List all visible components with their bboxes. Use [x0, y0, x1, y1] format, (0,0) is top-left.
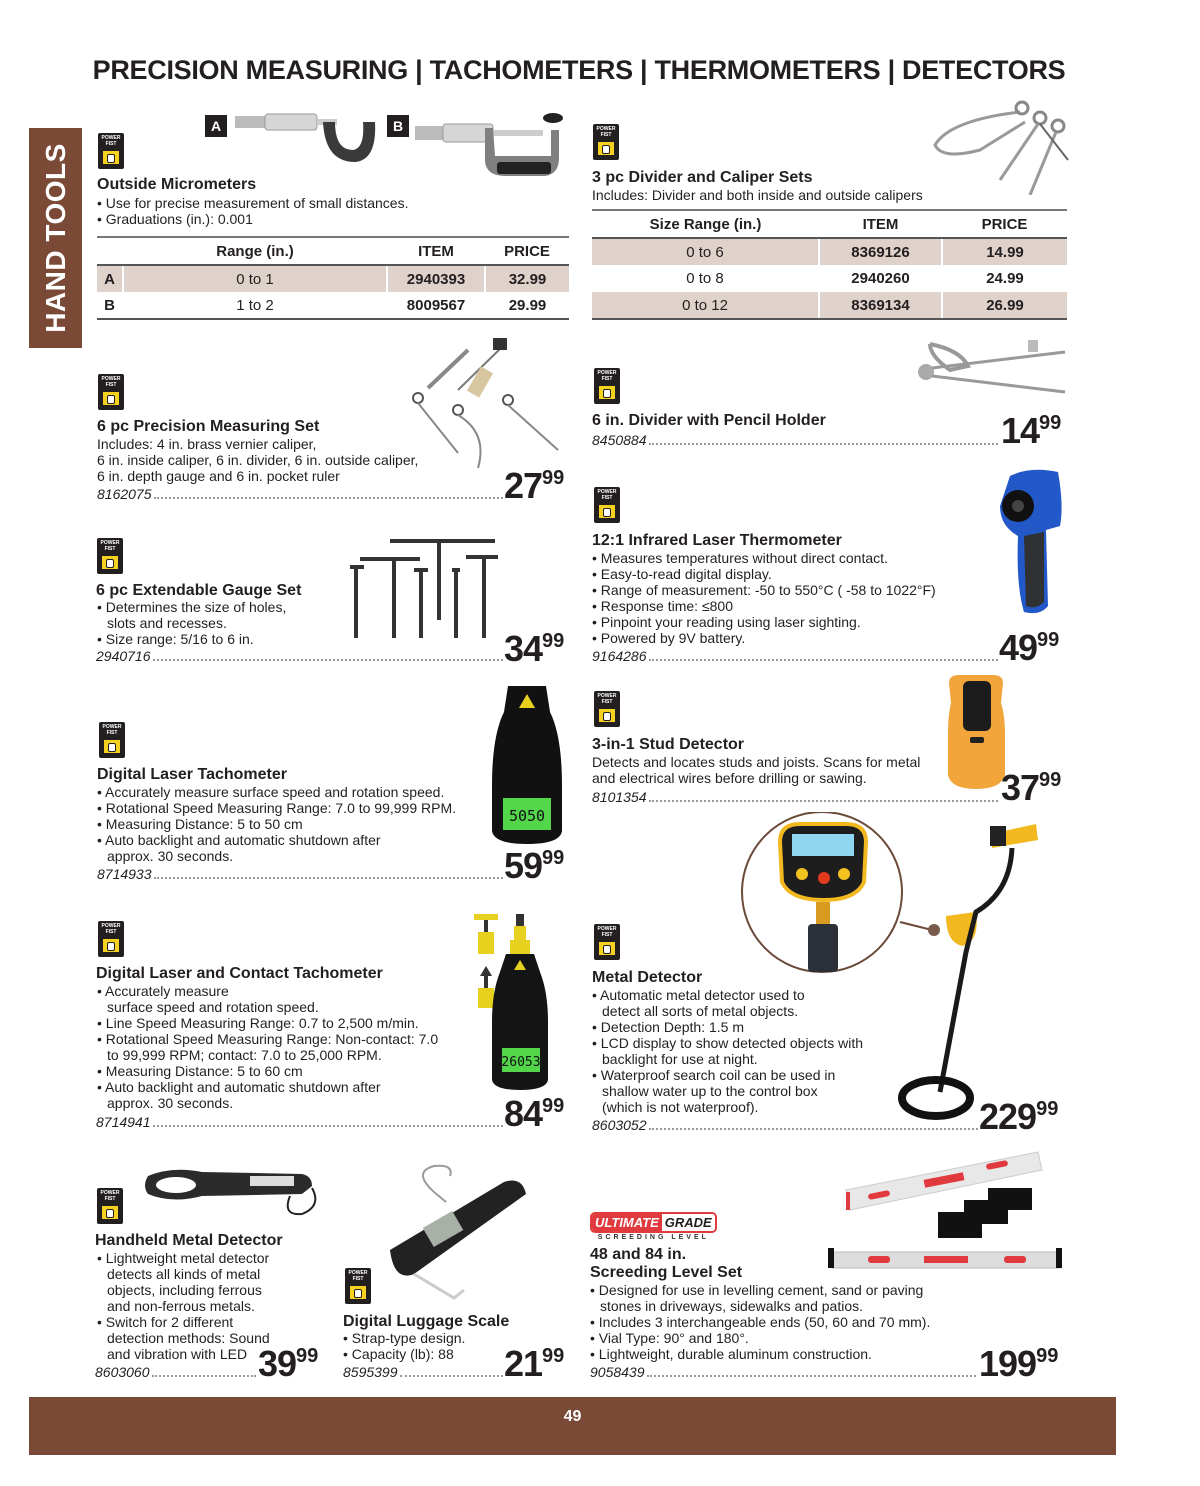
sku-line — [592, 789, 1002, 805]
stud-detector-image — [945, 675, 1007, 790]
product-name: 3 pc Divider and Caliper Sets — [592, 169, 813, 186]
product-description: • Strap-type design. • Capacity (lb): 88 — [343, 1330, 466, 1362]
sku-line — [97, 866, 507, 882]
sku: 8603060 — [95, 1364, 150, 1380]
sku-line — [590, 1364, 980, 1380]
luggage-scale-image — [384, 1162, 529, 1302]
micrometer-b-image — [415, 110, 575, 185]
sku: 9164286 — [592, 648, 647, 664]
power-fist-logo: POWER FIST — [98, 133, 124, 169]
sku-line — [592, 1117, 982, 1133]
power-fist-logo: POWER FIST — [594, 691, 620, 727]
handheld-detector-image — [142, 1166, 322, 1221]
sku: 8595399 — [343, 1364, 398, 1380]
image-label-b: B — [387, 115, 409, 137]
price: 8499 — [504, 1093, 565, 1134]
sku: 8714941 — [96, 1114, 151, 1130]
product-name-line2: Screeding Level Set — [590, 1264, 743, 1281]
sku-line — [95, 1364, 260, 1380]
price: 4999 — [999, 627, 1060, 668]
product-description: • Accurately measure surface speed and rotation speed. • Line Speed Measuring Range: 0.7 to 2,500 m/min. • Rotational Speed Measuring Range: Non-contact: 7.0 to 99,999 RPM; contact: 7.0 to 25,000 RPM. • Measuring Distance: 5 to 60 cm • Auto backlight and automatic shutdown after approx. 30 seconds. — [97, 983, 439, 1111]
divider-image — [910, 336, 1070, 396]
sku-line — [343, 1364, 507, 1380]
svg-text:26053: 26053 — [501, 1055, 541, 1070]
table-row: B 1 to 2 8009567 29.99 — [97, 292, 569, 319]
table-row: 0 to 12 8369134 26.99 — [592, 292, 1067, 319]
product-name: 6 pc Precision Measuring Set — [97, 418, 320, 435]
svg-text:5050: 5050 — [508, 807, 546, 825]
ultimate-grade-logo: ULTIMATE GRADE SCREEDING LEVEL — [590, 1212, 717, 1241]
caliper-price-table: Size Range (in.) ITEM PRICE 0 to 6 8369126 14.99 0 to 8 2940260 24.99 0 to 12 8369134 26.99 — [592, 209, 1067, 320]
thermometer-image — [990, 466, 1065, 618]
power-fist-logo: POWER FIST — [99, 722, 125, 758]
product-description: • Designed for use in levelling cement, sand or paving stones in driveways, sidewalks and patios. • Includes 3 interchangeable ends (50, 60 and 70 mm). • Vial Type: 90° and 180°. • Lightweight, durable aluminum construction. — [590, 1282, 931, 1362]
power-fist-logo: POWER FIST — [594, 487, 620, 523]
price: 2799 — [504, 465, 565, 506]
sku-line — [592, 648, 1002, 664]
power-fist-logo: POWER FIST — [594, 368, 620, 404]
product-description: • Accurately measure surface speed and rotation speed. • Rotational Speed Measuring Range: 7.0 to 99,999 RPM. • Measuring Distance: 5 to 50 cm • Auto backlight and automatic shutdown after approx. 30 seconds. — [97, 784, 457, 864]
product-description: Includes: Divider and both inside and outside calipers — [592, 187, 923, 203]
product-name: Digital Luggage Scale — [343, 1313, 510, 1330]
section-tab — [29, 128, 82, 348]
table-row: 0 to 8 2940260 24.99 — [592, 265, 1067, 292]
sku-line — [96, 648, 507, 664]
micrometer-price-table: Range (in.) ITEM PRICE A 0 to 1 2940393 32.99 B 1 to 2 8009567 29.99 — [97, 236, 569, 320]
table-row: A 0 to 1 2940393 32.99 — [97, 265, 569, 292]
price: 2199 — [504, 1343, 565, 1384]
product-name: Handheld Metal Detector — [95, 1232, 283, 1249]
sku: 2940716 — [96, 648, 151, 664]
page-title: PRECISION MEASURING | TACHOMETERS | THERMOMETERS | DETECTORS — [92, 55, 1066, 85]
product-name: Digital Laser Tachometer — [97, 766, 287, 783]
power-fist-logo: POWER FIST — [97, 1188, 123, 1224]
gauge-set-image — [348, 535, 503, 640]
page-number: 49 — [563, 1408, 582, 1425]
product-description: • Determines the size of holes, slots and recesses. • Size range: 5/16 to 6 in. — [97, 599, 287, 647]
price: 1499 — [1001, 410, 1062, 451]
sku: 9058439 — [590, 1364, 645, 1380]
product-description: Detects and locates studs and joists. Scans for metal and electrical wires before drilling or sawing. — [592, 754, 921, 786]
power-fist-logo: POWER FIST — [345, 1268, 371, 1304]
power-fist-logo: POWER FIST — [594, 924, 620, 960]
sku: 8162075 — [97, 486, 152, 502]
sku: 8603052 — [592, 1117, 647, 1133]
table-row: 0 to 6 8369126 14.99 — [592, 238, 1067, 265]
product-description: • Measures temperatures without direct contact. • Easy-to-read digital display. • Range of measurement: -50 to 550°C ( -58 to 1022°F) • Response time: ≤800 • Pinpoint your reading using laser sighting. • Powered by 9V battery. — [592, 550, 936, 646]
sku-line — [592, 432, 1002, 448]
laser-tachometer-image — [490, 686, 565, 846]
product-name: 48 and 84 in. — [590, 1246, 687, 1263]
sku-line — [97, 486, 507, 502]
sku-line — [96, 1114, 507, 1130]
product-description: Includes: 4 in. brass vernier caliper, 6 in. inside caliper, 6 in. divider, 6 in. outside caliper, 6 in. depth gauge and 6 in. pocket ruler — [97, 436, 419, 484]
price: 3799 — [1001, 767, 1062, 808]
product-description: • Use for precise measurement of small distances. • Graduations (in.): 0.001 — [97, 195, 409, 227]
power-fist-logo: POWER FIST — [593, 124, 619, 160]
price: 5999 — [504, 845, 565, 886]
product-name: 3-in-1 Stud Detector — [592, 736, 745, 753]
product-name: Metal Detector — [592, 969, 703, 986]
product-name: Outside Micrometers — [97, 176, 257, 193]
power-fist-logo: POWER FIST — [98, 921, 124, 957]
price: 3499 — [504, 628, 565, 669]
section-tab-label: HAND TOOLS — [39, 143, 71, 333]
product-name: 6 in. Divider with Pencil Holder — [592, 412, 826, 429]
sku: 8714933 — [97, 866, 152, 882]
product-name: 12:1 Infrared Laser Thermometer — [592, 532, 842, 549]
sku: 8450884 — [592, 432, 647, 448]
product-name: 6 pc Extendable Gauge Set — [96, 582, 302, 599]
caliper-set-image — [930, 100, 1070, 195]
micrometer-a-image — [235, 110, 380, 170]
sku: 8101354 — [592, 789, 647, 805]
power-fist-logo: POWER FIST — [98, 374, 124, 410]
product-description: • Automatic metal detector used to detect all sorts of metal objects. • Detection Depth: 1.5 m • LCD display to show detected objects with backlight for use at night. • Waterproof search coil can be used in shallow water up to the control box (which is not waterproof). — [592, 987, 864, 1115]
price: 3999 — [258, 1343, 319, 1384]
footer-bar — [29, 1397, 1116, 1455]
contact-tachometer-image — [470, 912, 570, 1092]
screeding-level-image — [828, 1148, 1068, 1278]
measuring-set-image — [398, 338, 568, 473]
product-name: Digital Laser and Contact Tachometer — [96, 965, 383, 982]
image-label-a: A — [205, 115, 227, 137]
price: 19999 — [979, 1343, 1059, 1384]
power-fist-logo: POWER FIST — [97, 538, 123, 574]
product-description: • Lightweight metal detector detects all kinds of metal objects, including ferrous and non-ferrous metals. • Switch for 2 different detection methods: Sound and vibration with LED — [97, 1250, 270, 1362]
price: 22999 — [979, 1096, 1059, 1137]
